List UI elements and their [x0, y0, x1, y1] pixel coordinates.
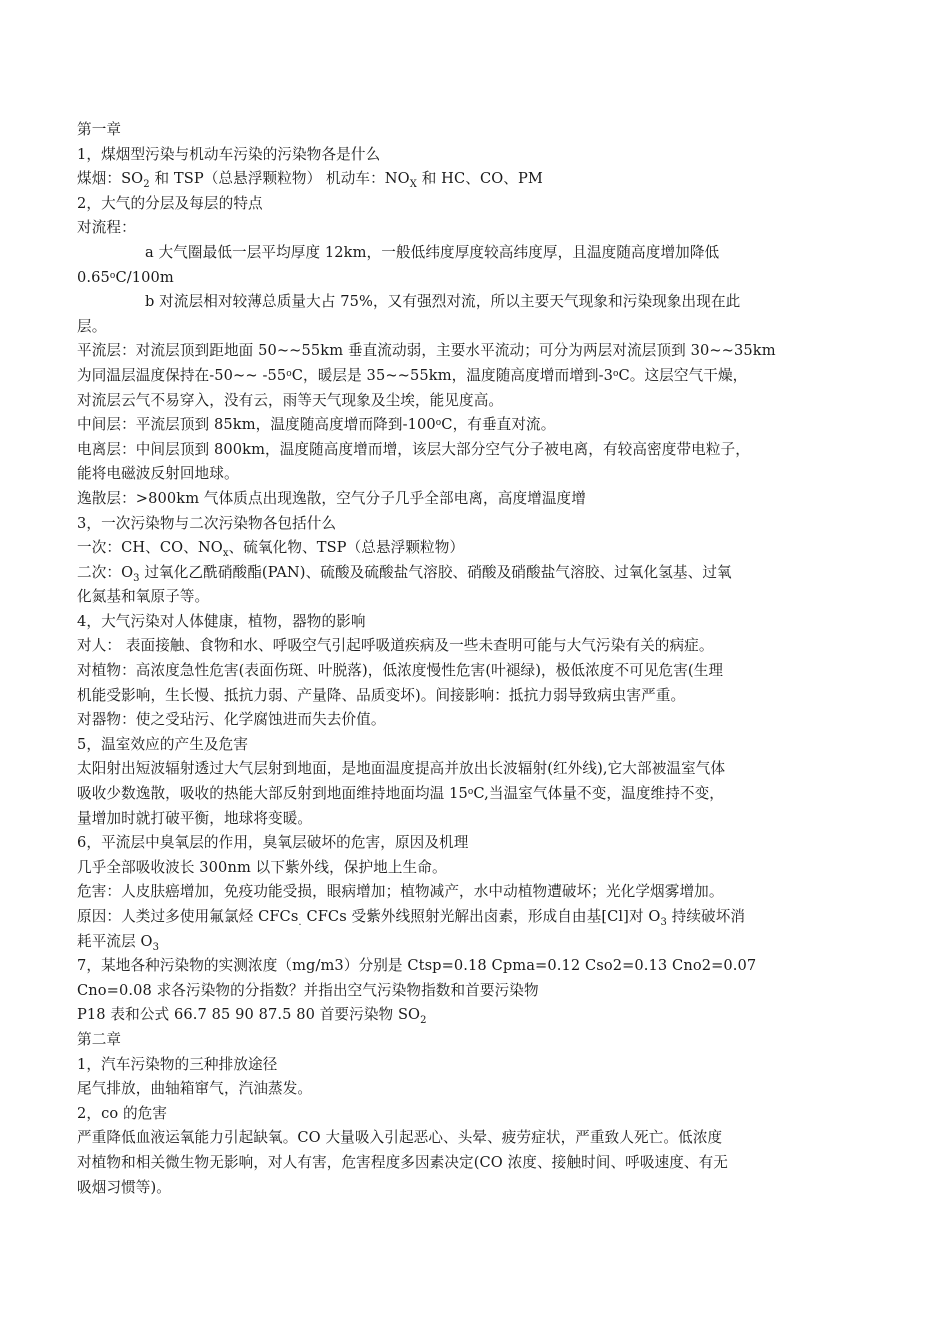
paragraph-line: 对流程：	[77, 219, 136, 237]
paragraph-line: 尾气排放，曲轴箱窜气，汽油蒸发。	[77, 1080, 313, 1098]
paragraph-line: 太阳射出短波辐射透过大气层射到地面，是地面温度提高并放出长波辐射(红外线),它大部被温室气体	[77, 760, 726, 778]
chapter-heading-1: 第一章	[77, 121, 122, 138]
paragraph-line: 对植物：高浓度急性危害(表面伤斑、叶脱落)，低浓度慢性危害(叶褪绿)，极低浓度不可见危害(生理	[77, 662, 724, 680]
paragraph-line: 严重降低血液运氧能力引起缺氧。CO 大量吸入引起恶心、头晕、疲劳症状，严重致人死亡。低浓度	[77, 1129, 723, 1147]
paragraph-line: 对流层云气不易穿入，没有云，雨等天气现象及尘埃，能见度高。	[77, 391, 504, 409]
paragraph-line: P18 表和公式 66.7 85 90 87.5 80 首要污染物 $SO_2$	[77, 1006, 427, 1027]
paragraph-line: 中间层：平流层顶到 85km，温度随高度增而降到-100$^o$C，有垂直对流。	[77, 416, 556, 434]
question-2: 2，大气的分层及每层的特点	[77, 194, 263, 212]
question-2-2: 2，co 的危害	[77, 1104, 168, 1122]
paragraph-line: 一次：CH、CO、$NO_x$、硫氧化物、TSP（总悬浮颗粒物）	[77, 539, 465, 560]
paragraph-line: 对器物：使之受玷污、化学腐蚀进而失去价值。	[77, 711, 386, 729]
paragraph-line: 危害：人皮肤癌增加，免疫功能受损，眼病增加；植物减产，水中动植物遭破坏；光化学烟雾增加。	[77, 883, 724, 901]
question-5: 5，温室效应的产生及危害	[77, 735, 249, 753]
paragraph-line: 对人： 表面接触、食物和水、呼吸空气引起呼吸道疾病及一些未查明可能与大气污染有关的病症。	[77, 637, 714, 655]
paragraph-line: 平流层：对流层顶到距地面 50~~55km 垂直流动弱，主要水平流动；可分为两层对流层顶到 30~~35km	[77, 342, 776, 360]
chapter-heading-2: 第二章	[77, 1030, 122, 1048]
paragraph-line: 量增加时就打破平衡，地球将变暖。	[77, 809, 313, 827]
paragraph-line: 二次：$O_3$ 过氧化乙酰硝酸酯(PAN)、硫酸及硫酸盐气溶胶、硝酸及硝酸盐气溶胶、过氧化氢基、过氧	[77, 563, 732, 584]
paragraph-line: a 大气圈最低一层平均厚度 12km，一般低纬度厚度较高纬度厚，且温度随高度增加降低	[145, 243, 720, 261]
paragraph-line: 层。	[77, 317, 107, 335]
paragraph-line: 耗平流层 $O_3$	[77, 932, 160, 953]
question-1: 1，煤烟型污染与机动车污染的污染物各是什么	[77, 145, 381, 163]
paragraph-line: 机能受影响，生长慢、抵抗力弱、产量降、品质变坏)。间接影响：抵抗力弱导致病虫害严重。	[77, 686, 686, 704]
paragraph-line: 原因：人类过多使用氟氯烃 CFCs$_.$ CFCs 受紫外线照射光解出卤素，形成自由基[Cl]对 $O_3$ 持续破坏消	[77, 908, 746, 928]
paragraph-line: 几乎全部吸收波长 300nm 以下紫外线，保护地上生命。	[77, 858, 447, 876]
paragraph-line: 电离层：中间层顶到 800km，温度随高度增而增，该层大部分空气分子被电离，有较高密度带电粒子，	[77, 440, 750, 458]
question-3: 3，一次污染物与二次污染物各包括什么	[77, 514, 337, 532]
question-7: 7，某地各种污染物的实测浓度（mg/m3）分别是 Ctsp=0.18 Cpma=0.12 Cso2=0.13 Cno2=0.07	[77, 957, 757, 975]
paragraph-line: 为同温层温度保持在-50~~ -55$^o$C，暖层是 35~~55km，温度随高度增而增到-3$^o$C。这层空气干燥，	[77, 366, 748, 384]
question-4: 4，大气污染对人体健康，植物，器物的影响	[77, 612, 366, 630]
paragraph-line: 化氮基和氧原子等。	[77, 588, 210, 606]
paragraph-line: 逸散层：>800km 气体质点出现逸散，空气分子几乎全部电离，高度增温度增	[77, 489, 586, 507]
question-6: 6，平流层中臭氧层的作用，臭氧层破坏的危害，原因及机理	[77, 834, 469, 852]
question-2-1: 1，汽车污染物的三种排放途径	[77, 1055, 278, 1073]
paragraph-line: 0.65$^o$C/100m	[77, 268, 174, 286]
paragraph-line: 能将电磁波反射回地球。	[77, 465, 239, 483]
paragraph-line: 对植物和相关微生物无影响，对人有害，危害程度多因素决定(CO 浓度、接触时间、呼吸速度、有无	[77, 1153, 729, 1171]
paragraph-line: b 对流层相对较薄总质量大占 75%，又有强烈对流，所以主要天气现象和污染现象出现在此	[145, 293, 741, 311]
paragraph-line: 吸烟习惯等)。	[77, 1178, 171, 1196]
document-page	[77, 118, 812, 1200]
answer-1: 煤烟：$SO_2$ 和 TSP（总悬浮颗粒物） 机动车：$NO_X$ 和 HC、CO、PM	[77, 170, 543, 191]
paragraph-line: 吸收少数逸散，吸收的热能大部反射到地面维持地面均温 15$^o$C,当温室气体量不变，温度维持不变，	[77, 785, 724, 803]
paragraph-line: Cno=0.08 求各污染物的分指数？并指出空气污染物指数和首要污染物	[77, 981, 539, 999]
